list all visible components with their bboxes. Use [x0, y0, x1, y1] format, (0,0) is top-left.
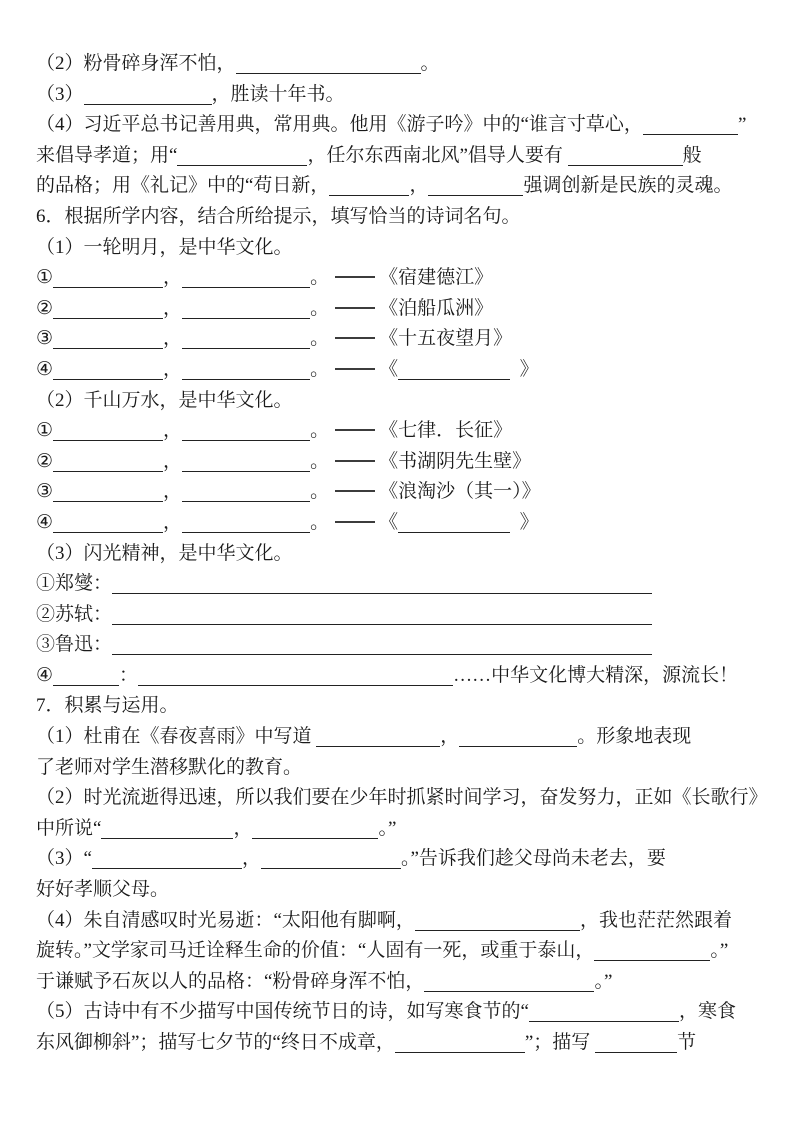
- text-run: 。形象地表现: [577, 726, 692, 748]
- fill-in-blank: [459, 727, 577, 747]
- text-run: （1）一轮明月，是中华文化。: [36, 236, 293, 258]
- fill-in-blank: [53, 452, 163, 472]
- q6-part3-item4: [36, 661, 763, 692]
- fill-in-blank: [252, 819, 378, 839]
- text-run: 来倡导孝道；用“: [36, 144, 178, 166]
- q6-part2-stem: [36, 386, 763, 417]
- text-run: （4）朱自清感叹时光易逝：“太阳他有脚啊，: [36, 909, 415, 931]
- text-run: 《书湖阴先生壁》: [379, 450, 532, 472]
- text-run: 。”告诉我们趁父母尚未老去，要: [400, 848, 666, 870]
- text-run: 。: [310, 297, 330, 319]
- q5-2: [36, 49, 763, 80]
- q6-part1-item4: [36, 355, 763, 386]
- q6-part3-item1: [36, 569, 763, 600]
- fill-in-blank: [568, 146, 683, 166]
- fill-in-blank: [53, 299, 163, 319]
- text-run: 旋转。”文学家司马迁诠释生命的价值：“人固有一死，或重于泰山，: [36, 940, 595, 962]
- q7-4-line3: [36, 967, 763, 998]
- fill-in-blank: [643, 115, 738, 135]
- text-run: ，任尔东西南北风”倡导人要有: [307, 144, 568, 166]
- text-run: ，: [163, 358, 183, 380]
- q7-3-line1: [36, 844, 763, 875]
- text-run: 。: [310, 450, 330, 472]
- attribution-dash: [335, 460, 375, 462]
- fill-in-blank: [53, 666, 119, 686]
- text-run: （2）粉骨碎身浑不怕，: [36, 53, 236, 74]
- text-run: 东风御柳斜”；描写七夕节的“终日不成章，: [36, 1032, 395, 1053]
- q7-1-line2: [36, 753, 763, 784]
- fill-in-blank: [53, 268, 163, 288]
- text-run: ……中华文化博大精深，源流长！: [453, 664, 739, 686]
- fill-in-blank: [101, 819, 233, 839]
- attribution-dash: [335, 521, 375, 523]
- fill-in-blank: [92, 849, 242, 869]
- fill-in-blank: [395, 1033, 525, 1053]
- text-run: 7．积累与运用。: [36, 695, 179, 717]
- q7-4-line2: [36, 936, 763, 967]
- fill-in-blank: [53, 421, 163, 441]
- fill-in-blank: [594, 941, 710, 961]
- text-run: ，: [163, 420, 183, 442]
- text-run: ，: [163, 511, 183, 533]
- text-run: ①: [36, 420, 54, 442]
- text-run: 。”: [594, 970, 613, 992]
- fill-in-blank: [182, 360, 310, 380]
- q6-part2-item4: [36, 508, 763, 539]
- fill-in-blank: [112, 574, 652, 594]
- text-run: ④: [36, 511, 54, 533]
- text-run: 。”: [710, 940, 729, 962]
- text-run: （1）杜甫在《春夜喜雨》中写道: [36, 726, 317, 748]
- fill-in-blank: [182, 299, 310, 319]
- q6-part3-stem: [36, 539, 763, 570]
- fill-in-blank: [236, 54, 421, 74]
- q7-4-line1: [36, 906, 763, 937]
- q6-part2-item3: [36, 477, 763, 508]
- fill-in-blank: [329, 176, 409, 196]
- q7-3-line2: [36, 875, 763, 906]
- fill-in-blank: [261, 849, 401, 869]
- q6-part1-item2: [36, 294, 763, 325]
- text-run: ”；描写: [524, 1032, 596, 1053]
- attribution-dash: [335, 368, 375, 370]
- fill-in-blank: [316, 727, 440, 747]
- q7-2-line1: [36, 783, 768, 814]
- fill-in-blank: [53, 329, 163, 349]
- text-run: 。: [420, 53, 440, 74]
- fill-in-blank: [53, 360, 163, 380]
- q6-stem: [36, 202, 763, 233]
- text-run: 好好孝顺父母。: [36, 879, 170, 901]
- fill-in-blank: [415, 911, 580, 931]
- text-run: 《: [379, 358, 399, 380]
- text-run: 。: [310, 328, 330, 350]
- text-run: 的品格；用《礼记》中的“苟日新，: [36, 175, 330, 197]
- text-run: ，: [163, 328, 183, 350]
- fill-in-blank: [53, 513, 163, 533]
- text-run: ④: [36, 664, 54, 686]
- text-run: ，: [241, 848, 261, 870]
- text-run: 6．根据所学内容，结合所给提示，填写恰当的诗词名句。: [36, 205, 521, 227]
- text-run: 强调创新是民族的灵魂。: [523, 175, 733, 197]
- text-run: ，: [409, 175, 429, 197]
- text-run: ②: [36, 450, 54, 472]
- text-run: ，: [440, 726, 460, 748]
- fill-in-blank: [53, 482, 163, 502]
- text-run: ③: [36, 328, 54, 350]
- text-run: ，: [233, 817, 253, 839]
- text-run: 《七律．长征》: [379, 420, 513, 442]
- text-run: 《浪淘沙（其一）》: [379, 481, 541, 503]
- fill-in-blank: [398, 513, 510, 533]
- fill-in-blank: [138, 666, 453, 686]
- q6-part2-item1: [36, 416, 763, 447]
- text-run: ，寒食: [678, 1001, 736, 1023]
- text-run: 了老师对学生潜移默化的教育。: [36, 756, 303, 778]
- text-run: ③鲁迅：: [36, 634, 113, 656]
- q6-part3-item2: [36, 600, 763, 631]
- fill-in-blank: [398, 360, 510, 380]
- q5-4-line2: [36, 141, 763, 172]
- q6-part1-item3: [36, 324, 763, 355]
- attribution-dash: [335, 307, 375, 309]
- q5-3: [36, 80, 763, 111]
- q6-part1-stem: [36, 233, 763, 264]
- text-run: 。: [310, 358, 330, 380]
- fill-in-blank: [182, 513, 310, 533]
- text-run: 于谦赋予石灰以人的品格：“粉骨碎身浑不怕，: [36, 970, 425, 992]
- text-run: 。: [310, 420, 330, 442]
- q7-2-line2: [36, 814, 763, 845]
- fill-in-blank: [112, 635, 652, 655]
- text-run: ，: [163, 297, 183, 319]
- fill-in-blank: [182, 268, 310, 288]
- text-run: ，: [163, 450, 183, 472]
- text-run: 《: [379, 511, 399, 533]
- text-run: ：: [119, 664, 139, 686]
- attribution-dash: [335, 429, 375, 431]
- q7-stem: [36, 691, 763, 722]
- q6-part3-item3: [36, 630, 763, 661]
- fill-in-blank: [182, 421, 310, 441]
- fill-in-blank: [84, 85, 212, 105]
- fill-in-blank: [595, 1033, 677, 1053]
- text-run: 》: [510, 358, 539, 380]
- text-run: （4）习近平总书记善用典，常用典。他用《游子吟》中的“谁言寸草心，: [36, 114, 643, 136]
- text-run: ④: [36, 358, 54, 380]
- fill-in-blank: [529, 1002, 679, 1022]
- text-run: ，胜读十年书。: [211, 83, 345, 105]
- fill-in-blank: [428, 176, 523, 196]
- q6-part1-item1: [36, 263, 763, 294]
- text-run: 。: [310, 267, 330, 289]
- text-run: ，: [163, 481, 183, 503]
- text-run: （3）“: [36, 848, 92, 870]
- fill-in-blank: [177, 146, 307, 166]
- fill-in-blank: [112, 605, 652, 625]
- q7-1-line1: [36, 722, 763, 753]
- text-run: ③: [36, 481, 54, 503]
- q6-part2-item2: [36, 447, 763, 478]
- text-run: （5）古诗中有不少描写中国传统节日的诗，如写寒食节的“: [36, 1001, 529, 1023]
- text-run: 《十五夜望月》: [379, 328, 513, 350]
- text-run: 。”: [378, 817, 397, 839]
- text-run: ②苏轼：: [36, 603, 113, 625]
- q5-4-line1: [36, 110, 763, 141]
- text-run: 中所说“: [36, 817, 102, 839]
- attribution-dash: [335, 276, 375, 278]
- text-run: ，: [163, 267, 183, 289]
- text-run: 《泊船瓜洲》: [379, 297, 494, 319]
- text-run: 《宿建德江》: [379, 267, 494, 289]
- fill-in-blank: [182, 482, 310, 502]
- text-run: 。: [310, 511, 330, 533]
- text-run: （2）千山万水，是中华文化。: [36, 389, 293, 411]
- q5-4-line3: [36, 171, 763, 202]
- fill-in-blank: [182, 452, 310, 472]
- text-run: 。: [310, 481, 330, 503]
- attribution-dash: [335, 337, 375, 339]
- text-run: ，我也茫茫然跟着: [579, 909, 732, 931]
- text-run: 节: [677, 1032, 697, 1053]
- text-run: ”: [737, 114, 747, 136]
- attribution-dash: [335, 490, 375, 492]
- text-run: ②: [36, 297, 54, 319]
- text-run: 般: [682, 144, 702, 166]
- text-run: （3）闪光精神，是中华文化。: [36, 542, 293, 564]
- fill-in-blank: [182, 329, 310, 349]
- text-run: ①郑燮：: [36, 573, 113, 595]
- text-run: （3）: [36, 83, 84, 105]
- fill-in-blank: [424, 972, 594, 992]
- text-run: （2）时光流逝得迅速，所以我们要在少年时抓紧时间学习，奋发努力，正如《长歌行》: [36, 787, 768, 809]
- text-run: ①: [36, 267, 54, 289]
- text-run: 》: [510, 511, 539, 533]
- q7-5-line1: [36, 997, 763, 1028]
- q7-5-line2: [36, 1028, 763, 1059]
